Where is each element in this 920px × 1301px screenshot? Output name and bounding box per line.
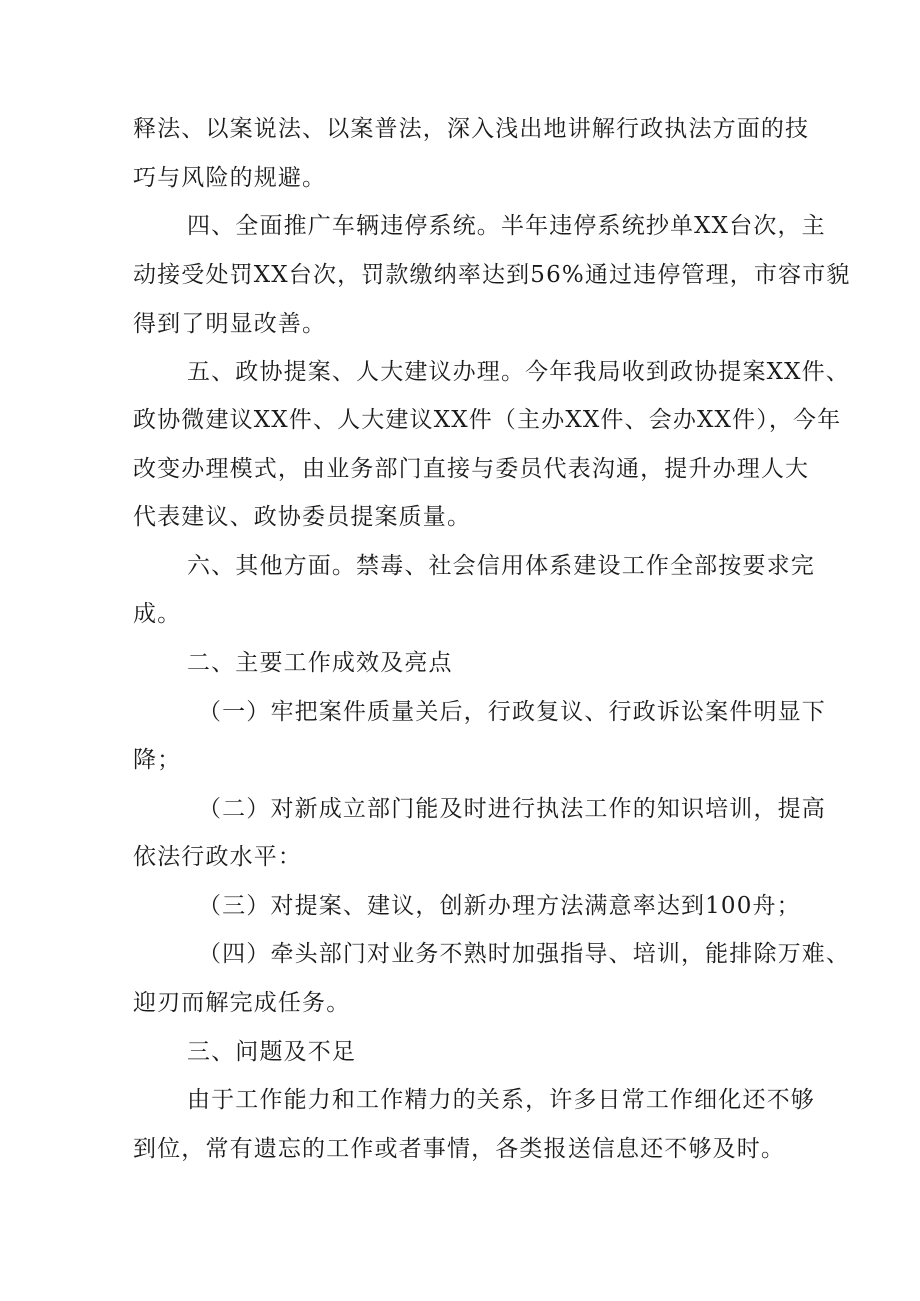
text-line: 代表建议、政协委员提案质量。: [133, 504, 472, 530]
list-item-3: （三）对提案、建议，创新办理方法满意率达到100舟；: [198, 893, 801, 919]
text-line: 巧与风险的规避。: [133, 165, 327, 191]
text-line: 依法行政水平：: [133, 844, 303, 870]
text-line: 改变办理模式，由业务部门直接与委员代表沟通，提升办理人大: [133, 456, 810, 482]
list-item-1: （一）牢把案件质量关后，行政复议、行政诉讼案件明显下: [198, 699, 826, 725]
list-item-4: （四）牵头部门对业务不熟时加强指导、培训，能排除万难、: [198, 941, 851, 967]
text-line: 政协微建议XX件、人大建议XX件（主办XX件、会办XX件），今年: [133, 407, 842, 433]
text-line: 动接受处罚XX台次，罚款缴纳率达到56%通过违停管理，市容市貌: [133, 262, 851, 288]
text-line: 释法、以案说法、以案普法，深入浅出地讲解行政执法方面的技: [133, 116, 810, 142]
text-line: 降；: [133, 747, 182, 773]
section-heading-2: 二、主要工作成效及亮点: [187, 650, 453, 676]
text-line: 迎刃而解完成任务。: [133, 990, 351, 1016]
text-line: 到位，常有遗忘的工作或者事情，各类报送信息还不够及时。: [133, 1136, 786, 1162]
paragraph-heading-4: 四、全面推广车辆违停系统。半年违停系统抄单XX台次，主: [187, 213, 826, 239]
paragraph-heading-6: 六、其他方面。禁毒、社会信用体系建设工作全部按要求完: [187, 553, 815, 579]
section-heading-3: 三、问题及不足: [187, 1039, 357, 1065]
list-item-2: （二）对新成立部门能及时进行执法工作的知识培训，提高: [198, 796, 826, 822]
text-line: 得到了明显改善。: [133, 311, 327, 337]
paragraph-heading-5: 五、政协提案、人大建议办理。今年我局收到政协提案XX件、: [187, 359, 850, 385]
paragraph-start: 由于工作能力和工作精力的关系，许多日常工作细化还不够: [187, 1087, 815, 1113]
text-line: 成。: [133, 601, 182, 627]
